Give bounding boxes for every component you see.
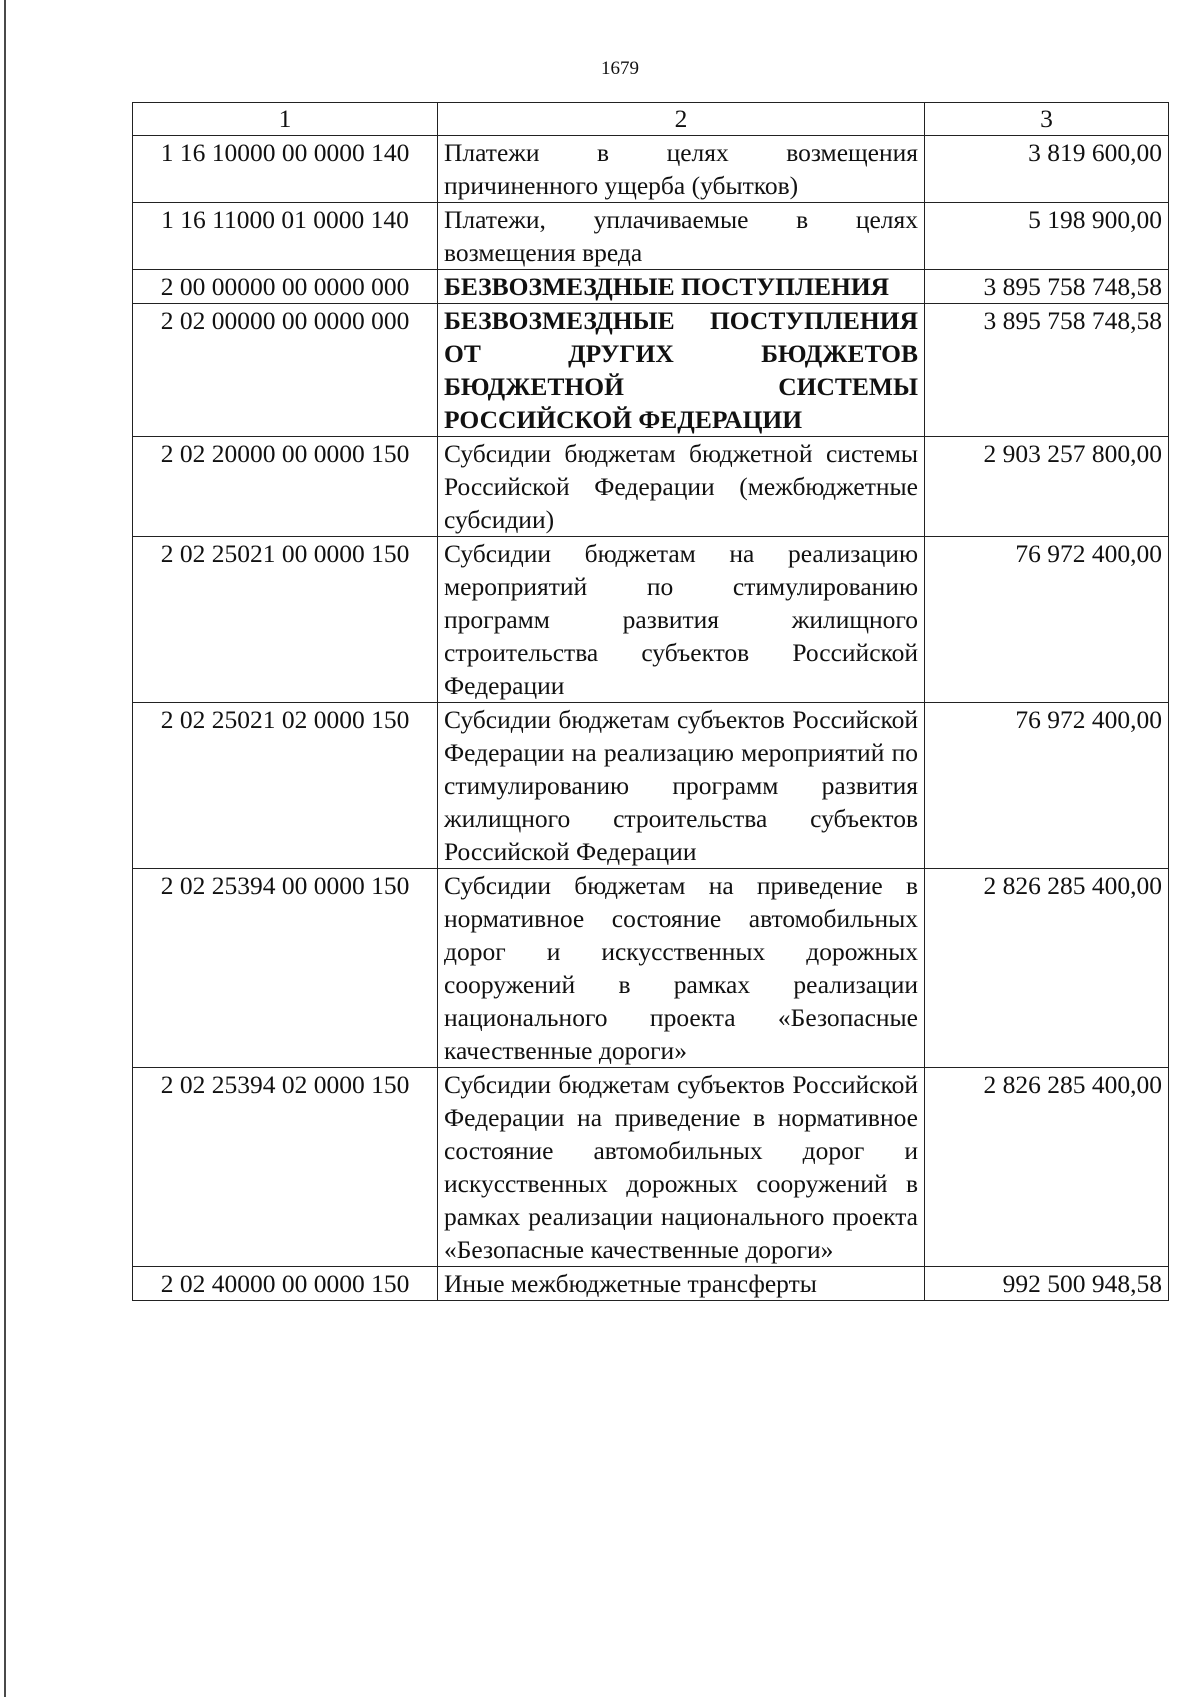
revenue-name-cell: Субсидии бюджетам субъектов Российской Федерации на реализацию мероприятий по стимулированию программ развития жилищного строительства субъектов Российской Федерации <box>438 703 925 869</box>
amount-cell: 5 198 900,00 <box>925 203 1169 270</box>
amount-cell: 3 895 758 748,58 <box>925 304 1169 437</box>
revenue-name-cell: БЕЗВОЗМЕЗДНЫЕ ПОСТУПЛЕНИЯ <box>438 270 925 304</box>
column-header-1: 1 <box>133 103 438 136</box>
table-row <box>133 136 1169 203</box>
table-row <box>133 437 1169 537</box>
revenue-name-cell: Иные межбюджетные трансферты <box>438 1267 925 1301</box>
amount-cell: 992 500 948,58 <box>925 1267 1169 1301</box>
revenue-name-cell: БЕЗВОЗМЕЗДНЫЕ ПОСТУПЛЕНИЯ ОТ ДРУГИХ БЮДЖЕТОВ БЮДЖЕТНОЙ СИСТЕМЫ РОССИЙСКОЙ ФЕДЕРАЦИИ <box>438 304 925 437</box>
revenue-name-cell: Платежи, уплачиваемые в целях возмещения вреда <box>438 203 925 270</box>
budget-code-cell: 1 16 11000 01 0000 140 <box>133 203 438 270</box>
budget-code-cell: 2 02 40000 00 0000 150 <box>133 1267 438 1301</box>
amount-cell: 76 972 400,00 <box>925 703 1169 869</box>
amount-cell: 2 903 257 800,00 <box>925 437 1169 537</box>
budget-code-cell: 2 02 20000 00 0000 150 <box>133 437 438 537</box>
column-header-2: 2 <box>438 103 925 136</box>
budget-code-cell: 2 02 00000 00 0000 000 <box>133 304 438 437</box>
column-header-3: 3 <box>925 103 1169 136</box>
table-row <box>133 703 1169 869</box>
amount-cell: 2 826 285 400,00 <box>925 1068 1169 1267</box>
page-scan-edge <box>4 0 6 1697</box>
table-row <box>133 1267 1169 1301</box>
amount-cell: 76 972 400,00 <box>925 537 1169 703</box>
table-row <box>133 537 1169 703</box>
revenue-name-cell: Субсидии бюджетам на реализацию мероприятий по стимулированию программ развития жилищного строительства субъектов Российской Федерации <box>438 537 925 703</box>
revenue-name-cell: Субсидии бюджетам субъектов Российской Федерации на приведение в нормативное состояние автомобильных дорог и искусственных дорожных сооружений в рамках реализации национального проекта «Безопасные качественные дороги» <box>438 1068 925 1267</box>
table-row <box>133 1068 1169 1267</box>
amount-cell: 2 826 285 400,00 <box>925 869 1169 1068</box>
revenue-name-cell: Платежи в целях возмещения причиненного ущерба (убытков) <box>438 136 925 203</box>
budget-code-cell: 2 00 00000 00 0000 000 <box>133 270 438 304</box>
table-row <box>133 270 1169 304</box>
page-number: 1679 <box>601 58 639 79</box>
revenue-name-cell: Субсидии бюджетам на приведение в нормативное состояние автомобильных дорог и искусственных дорожных сооружений в рамках реализации национального проекта «Безопасные качественные дороги» <box>438 869 925 1068</box>
budget-code-cell: 1 16 10000 00 0000 140 <box>133 136 438 203</box>
budget-code-cell: 2 02 25021 02 0000 150 <box>133 703 438 869</box>
table-row <box>133 304 1169 437</box>
budget-revenue-table <box>132 102 1169 1301</box>
table-row <box>133 869 1169 1068</box>
table-row <box>133 203 1169 270</box>
amount-cell: 3 895 758 748,58 <box>925 270 1169 304</box>
table-header-row <box>133 103 1169 136</box>
revenue-name-cell: Субсидии бюджетам бюджетной системы Российской Федерации (межбюджетные субсидии) <box>438 437 925 537</box>
budget-code-cell: 2 02 25394 00 0000 150 <box>133 869 438 1068</box>
budget-code-cell: 2 02 25394 02 0000 150 <box>133 1068 438 1267</box>
budget-code-cell: 2 02 25021 00 0000 150 <box>133 537 438 703</box>
amount-cell: 3 819 600,00 <box>925 136 1169 203</box>
